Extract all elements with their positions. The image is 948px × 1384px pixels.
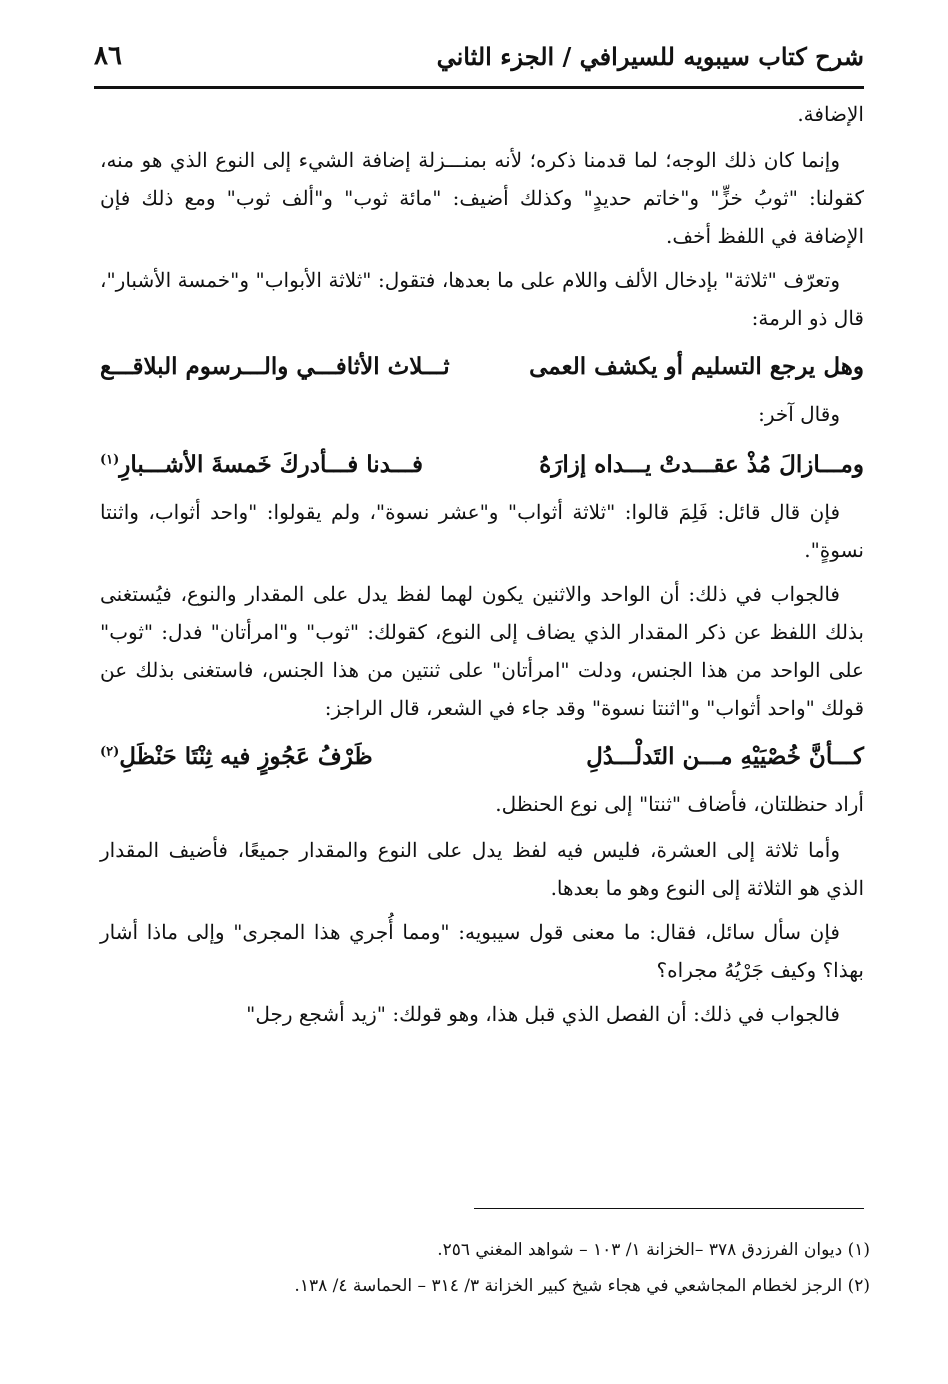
footnote: (١) ديوان الفرزدق ٣٧٨ –الخزانة ١/ ١٠٣ – شواهد المغني ٢٥٦. xyxy=(437,1240,870,1260)
paragraph: الإضافة. xyxy=(797,102,864,126)
paragraph: فإن قال قائل: فَلِمَ قالوا: "ثلاثة أثواب" و"عشر نسوة"، ولم يقولوا: "واحد أثواب، واثنتا نسوةٍ". xyxy=(100,500,864,562)
footnote-marker: (٢) xyxy=(100,744,120,760)
verse-second-hemistich xyxy=(100,733,373,781)
main-text xyxy=(100,95,864,1039)
page-number: ٨٦ xyxy=(94,41,122,71)
poetry-verse xyxy=(100,343,864,391)
verse-first-hemistich: وهل يرجع التسليم أو يكشف العمى xyxy=(529,353,864,380)
verse-first-hemistich: ومـــازالَ مُذْ عقـــدتْ يـــداه إزارَهُ xyxy=(539,451,864,478)
paragraph: فإن سأل سائل، فقال: ما معنى قول سيبويه: "ومما أُجري هذا المجرى" وإلى ماذا أشار بهذا؟ وكيف جَرْيُهُ مجراه؟ xyxy=(100,920,864,982)
footnote: (٢) الرجز لخطام المجاشعي في هجاء شيخ كبير الخزانة ٣/ ٣١٤ – الحماسة ٤/ ١٣٨. xyxy=(294,1276,870,1296)
footnotes xyxy=(100,1232,870,1304)
running-title: شرح كتاب سيبويه للسيرافي / الجزء الثاني xyxy=(436,41,864,71)
paragraph: فالجواب في ذلك: أن الفصل الذي قبل هذا، وهو قولك: "زيد أشجع رجل" xyxy=(246,1002,840,1026)
verse-text: ظَرْفُ عَجُوزٍ فيه ثِنْتَا حَنْظَلِ xyxy=(119,743,373,770)
verse-text: فـــدنا فـــأدركَ خَمسةَ الأشـــبارِ xyxy=(119,451,423,478)
paragraph: وأما ثلاثة إلى العشرة، فليس فيه لفظ يدل على النوع والمقدار جميعًا، فأضيف المقدار الذي هو الثلاثة إلى النوع وهو ما بعدها. xyxy=(100,838,864,900)
verse-second-hemistich: ثـــلاث الأثافـــي والـــرسوم البلاقـــع xyxy=(100,353,450,380)
verse-first-hemistich: كـــأنَّ خُصْيَيْهِ مـــن التَدلْـــدُلِ xyxy=(586,743,864,770)
paragraph: فالجواب في ذلك: أن الواحد والاثنين يكون لهما لفظ يدل على المقدار والنوع، فيُستغنى بذلك اللفظ عن ذكر المقدار الذي يضاف إلى النوع، كقولك: "ثوب" و"امرأتان" فدل: "ثوب" على الواحد من هذا الجنس، ودلت "امرأتان" على ثنتين من هذا الجنس، فاستغنى بذلك عن قولك "واحد أثواب" و"اثنتا نسوة" وقد جاء في الشعر، قال الراجز: xyxy=(100,582,864,720)
footnote-divider xyxy=(474,1208,864,1209)
verse-second-hemistich xyxy=(100,441,423,489)
header-divider xyxy=(94,86,864,89)
paragraph: وإنما كان ذلك الوجه؛ لما قدمنا ذكره؛ لأنه بمنـــزلة إضافة الشيء إلى النوع الذي هو منه، كقولنا: "ثوبُ خزٍّ" و"خاتم حديدٍ" وكذلك أضيف: "مائة ثوب" و"ألف ثوب" ومع ذلك فإن الإضافة في اللفظ أخف. xyxy=(100,148,864,248)
poetry-verse xyxy=(100,441,864,489)
poetry-verse xyxy=(100,733,864,781)
footnote-marker: (١) xyxy=(100,452,120,468)
paragraph: أراد حنظلتان، فأضاف "ثنتا" إلى نوع الحنظل. xyxy=(495,792,864,816)
paragraph: وتعرّف "ثلاثة" بإدخال الألف واللام على ما بعدها، فتقول: "ثلاثة الأبواب" و"خمسة الأشبار"، قال ذو الرمة: xyxy=(100,268,864,330)
page-header xyxy=(94,32,864,80)
paragraph: وقال آخر: xyxy=(758,402,840,426)
